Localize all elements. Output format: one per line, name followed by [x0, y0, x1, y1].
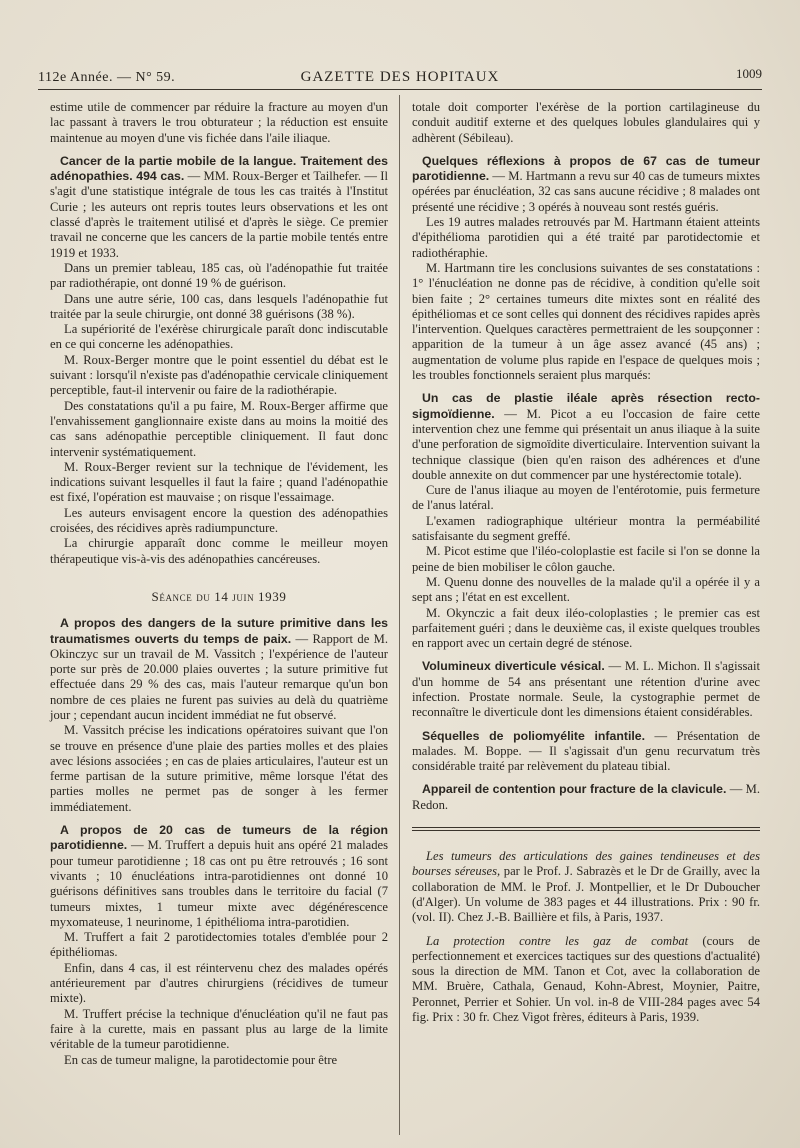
- issue-label: 112e Année. — N° 59.: [38, 70, 176, 85]
- paragraph: La supériorité de l'exérèse chirurgicale paraît donc indiscutable en ce qui concerne les adénopathies.: [50, 322, 388, 352]
- article-poliomyelite: [412, 729, 760, 775]
- paragraph: La chirurgie apparaît donc comme le meilleur moyen thérapeutique vis-à-vis des adénopathies cancéreuses.: [50, 536, 388, 566]
- paragraph: Enfin, dans 4 cas, il est réintervenu chez des malades opérés antérieurement par d'autres chirurgiens (récidives de tumeur mixte).: [50, 960, 388, 1006]
- section-divider: [412, 827, 760, 831]
- paragraph: Les auteurs envisagent encore la question des adénopathies croisées, des récidives après radiumpuncture.: [50, 505, 388, 536]
- paragraph: M. Roux-Berger montre que le point essentiel du débat est le suivant : lorsqu'il n'existe pas d'adénopathie cervicale cliniquement perceptible, faut-il intervenir ou faire de la radiothérapie.: [50, 352, 388, 398]
- header-rule: [38, 89, 762, 90]
- book-details: (cours de perfectionnement et exercices tactiques sur des questions d'actualité) sous la direction de MM. Tanon et Cot, avec la collaboration de MM. Bruère, Cathala, Genaud, Kohn-Abrest, Moynier, Paitre, Peronnet, Perrier et Sohier. Un vol. in-8 de VIII-284 pages avec 54 fig. Prix : 30 fr. Chez Vigot frères, éditeurs à Paris, 1939.: [412, 933, 761, 1025]
- page-number: 1009: [736, 66, 762, 81]
- paragraph: Cure de l'anus iliaque au moyen de l'entérotomie, puis fermeture de l'anus latéral.: [412, 483, 760, 513]
- article-title: Séquelles de poliomyélite infantile.: [422, 728, 646, 743]
- paragraph: Dans un premier tableau, 185 cas, où l'adénopathie fut traitée par radiothérapie, ont donné 19 % de guérison.: [50, 260, 388, 291]
- paragraph: — Présentation de malades. M. Boppe. — Il s'agissait d'un genu recurvatum très considérable traité par relèvement du plateau tibial.: [412, 728, 760, 774]
- article-plastie: [412, 391, 760, 483]
- article-title: Cancer de la partie mobile de la langue. Traitement des adénopathies. 494 cas.: [50, 153, 388, 184]
- article-cancer: [50, 154, 388, 261]
- book-title: La protection contre les gaz de combat: [426, 933, 689, 948]
- journal-title: GAZETTE DES HOPITAUX: [300, 69, 500, 85]
- paragraph: estime utile de commencer par réduire la fracture au moyen d'un lac passant à travers le trou obturateur ; la réduction est ensuite maintenue au moyen d'une vis fichée dans l'aile iliaque.: [50, 100, 388, 145]
- paragraph: M. Hartmann tire les conclusions suivantes de ses constatations : 1° l'énucléation ne donne pas de récidive, à condition qu'elle soit bien faite ; 2° certaines tumeurs dite mixtes sont en réalité des épithéliomas et ce sont celles qui donnent des récidives rapides après l'intervention. Quelques caractères permettraient de les soupçonner : apparition de la tumeur à un âge assez avancé (45 ans) ; augmentation de volume plus rapide en l'espace de quelques mois ; les troubles fonctionnels seraient plus marqués:: [412, 260, 760, 383]
- paragraph: M. Vassitch précise les indications opératoires suivant que l'on se trouve en présence d'une plaie des parties molles et des plaies avec lésions associées ; en cas de plaies articulaires, l'auteur est un ferme partisan de la suture primitive, même lorsque l'état des parties molles ne permet pas de songer à les fermer immédiatement.: [50, 723, 388, 814]
- paragraph: — MM. Roux-Berger et Tailhefer. — Il s'agit d'une statistique intégrale de tous les cas traités à l'Institut Curie ; les auteurs ont repris toutes leurs observations et les ont classé d'après le traitement utilisé et d'après le siège. Ce premier travail ne concerne que les cancers de la partie mobile tentés entre 1919 et 1933.: [50, 169, 388, 260]
- paragraph: M. Okynczic a fait deux iléo-coloplasties ; le premier cas est parfaitement guéri ; dans le deuxième cas, il existe quelques troubles en rapport avec un certain degré de sténose.: [412, 605, 760, 651]
- book-title: Les tumeurs des articulations des gaines tendineuses et des bourses séreuses,: [412, 849, 760, 879]
- bibliography: [412, 849, 760, 1025]
- paragraph: M. Truffert précise la technique d'énucléation qu'il ne faut pas faire à la curette, mais en passant plus au large de la limite véritable de la tumeur parotidienne.: [50, 1006, 388, 1052]
- article-clavicule: [412, 782, 760, 813]
- column-divider: [399, 95, 400, 1135]
- article-title: Appareil de contention pour fracture de la clavicule.: [422, 782, 727, 797]
- article-title: Quelques réflexions à propos de 67 cas de tumeur parotidienne.: [412, 153, 760, 184]
- article-title: Volumineux diverticule vésical.: [422, 659, 605, 674]
- paragraph: Les 19 autres malades retrouvés par M. Hartmann étaient atteints d'épithélioma parotidien qui a été traité par parotidectomie et radiothéraphie.: [412, 215, 760, 260]
- article-parotid: [50, 823, 388, 930]
- paragraph: — M. L. Michon. Il s'agissait d'un homme de 54 ans présentant une rétention d'urine avec infection. Prostate normale. Seule, la cystographie permet de reconnaître le diverticule dont les dimensions étaient considérables.: [412, 659, 760, 720]
- paragraph: L'examen radiographique ultérieur montra la perméabilité satisfaisante du segment greffé.: [412, 513, 760, 544]
- article-title: Un cas de plastie iléale après résection recto-sigmoïdienne.: [412, 391, 760, 421]
- paragraph: M. Roux-Berger revient sur la technique de l'évidement, les indications suivant lesquelles il faut la faire ; quand l'adénopathie est fixé, l'opération est mauvaise ; on risque l'essaimage.: [50, 459, 388, 505]
- paragraph: — M. Picot a eu l'occasion de faire cette intervention chez une femme qui présentait un anus iliaque à la suite d'une perforation de sigmoïdite diverticulaire. Intervention suivant la technique classique (bien qu'en raison des adhérences et d'une double annexite on dut commencer par une hystérectomie totale).: [412, 406, 760, 482]
- article-title: A propos de 20 cas de tumeurs de la région parotidienne.: [50, 823, 388, 853]
- paragraph: M. Picot estime que l'iléo-coloplastie est facile si l'on se donne la peine de bien mobiliser le côlon gauche.: [412, 544, 760, 574]
- right-column: [412, 100, 760, 1025]
- seance-heading: Séance du 14 juin 1939: [151, 588, 287, 604]
- paragraph: — M. Hartmann a revu sur 40 cas de tumeurs mixtes opérées par énucléation, 32 cas sans aucune récidive ; 8 malades ont présenté une récidive ; 3 opérés à nouveau sont restés guéris.: [412, 169, 760, 214]
- left-column: [50, 100, 388, 1068]
- paragraph: M. Quenu donne des nouvelles de la malade qu'il a opérée il y a sept ans ; l'état en est excellent.: [412, 574, 760, 605]
- book-review: [412, 849, 760, 925]
- paragraph: Dans une autre série, 100 cas, dans lesquels l'adénopathie fut traitée par la seule chirurgie, ont donné 38 guérisons (38 %).: [50, 291, 388, 321]
- article-title: A propos des dangers de la suture primitive dans les traumatismes ouverts du temps de paix.: [50, 616, 388, 646]
- paragraph: totale doit comporter l'exérèse de la portion cartilagineuse du conduit auditif externe et des quelques lobules glandulaires qui y adhèrent (Sébileau).: [412, 100, 760, 145]
- paragraph: — Rapport de M. Okinczyc sur un travail de M. Vassitch ; l'expérience de l'auteur porte sur près de 20.000 plaies ouvertes ; la suture primitive fut effectuée dans 29 % des cas, mais l'auteur remarque qu'un bon nombre de ces plaies ne furent pas suivies au delà du quatrième jour ; cependant aucun incident immédiat ne fut observé.: [50, 631, 388, 722]
- paragraph: — M. Truffert a depuis huit ans opéré 21 malades pour tumeur parotidienne ; 18 cas ont pu être retrouvés ; 16 sont vivants ; 10 énucléations intra-parotidiennes ont donné 10 guérisons définitives sans troubles dans le territoire du facial (7 tumeurs mixtes, 1 tumeur mixte avec dégénérescence myxomateuse, 1 neurinome, 1 épithélioma intra-parotidien.: [50, 838, 388, 929]
- paragraph: — M. Redon.: [412, 782, 760, 812]
- paragraph: Des constatations qu'il a pu faire, M. Roux-Berger affirme que l'envahissement ganglionnaire existe dans au moins la moitié des cas sans adénopathie perceptible cliniquement. Il faut donc intervenir systématiquement.: [50, 398, 388, 459]
- paragraph: En cas de tumeur maligne, la parotidectomie pour être: [64, 1052, 338, 1067]
- book-details: par le Prof. J. Sabrazès et le Dr de Grailly, avec la collaboration de MM. le Prof. J. Montpellier, et le Dr Duboucher (d'Alger). Un volume de 383 pages et 44 illustrations. Prix : 90 fr. (vol. II). Chez J.-B. Baillière et fils, à Paris, 1937.: [412, 864, 760, 925]
- book-review: [412, 934, 760, 1026]
- article-suture: [50, 616, 388, 723]
- article-reflexions: [412, 154, 760, 215]
- page-header: [38, 64, 762, 88]
- paragraph: M. Truffert a fait 2 parotidectomies totales d'emblée pour 2 épithéliomas.: [50, 930, 388, 960]
- article-diverticule: [412, 659, 760, 720]
